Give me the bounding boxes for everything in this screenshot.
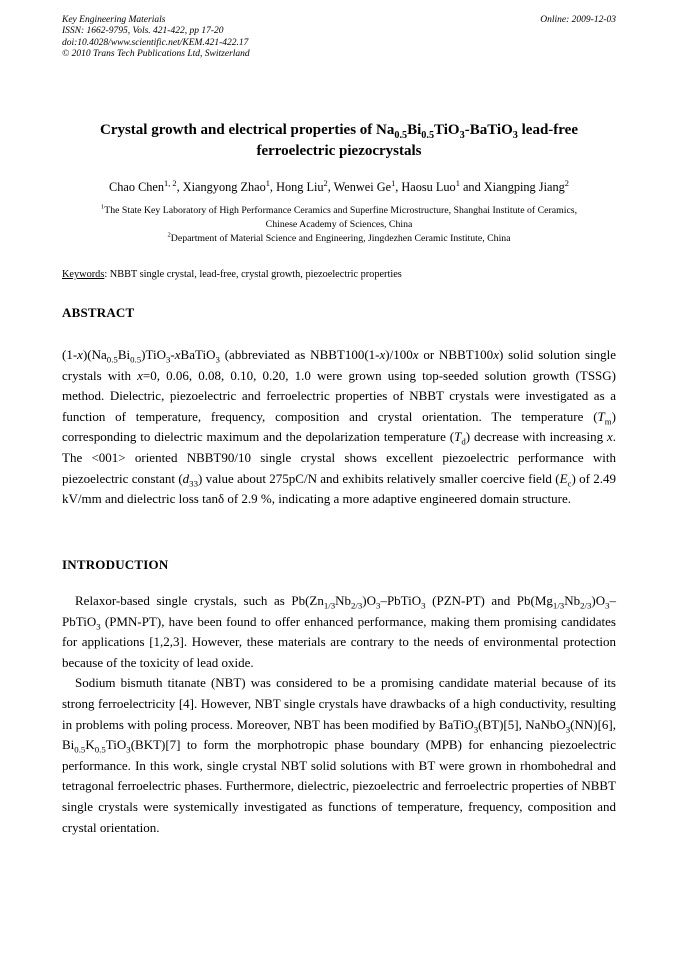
affiliation-1: $^1$The State Key Laboratory of High Performance Ceramics and Superfine Microstructure, Shanghai Institute of Ceramics, Chinese Academy of Sciences, China [100, 203, 578, 230]
journal-title: Key Engineering Materials [62, 15, 166, 25]
keywords-label: Keywords [62, 269, 105, 280]
authors-line: Chao Chen$^{1, 2}$, Xiangyong Zhao$^1$, Hong Liu$^2$, Wenwei Ge$^1$, Haosu Luo$^1$ and Xiangping Jiang$^2$ [109, 178, 569, 194]
introduction-heading: INTRODUCTION [62, 557, 169, 572]
abstract-heading: ABSTRACT [62, 305, 135, 320]
introduction-paragraph-2: Sodium bismuth titanate (NBT) was considered to be a promising candidate material because of its strong ferroelectricity [4]. However, NBT single crystals have drawbacks of a high conductivity, resulting in problems with poling process. Moreover, NBT has been modified by BaTiO$_3$(BT)[5], NaNbO$_3$(NN)[6], $Bi_{0.5}K_{0.5}TiO_3(BKT)[7]$ to form the morphotropic phase boundary (MPB) for enhancing piezoelectric performance. In this work, single crystal NBT solid solutions with BT were grown in rhombohedral and tetragonal ferroelectric phases. Furthermore, dielectric, piezoelectric and ferroelectric properties of NBBT single crystals were systemically investigated as functions of temperature, frequency, composition and crystal orientation. [62, 675, 616, 835]
journal-issn-line: ISSN: 1662-9795, Vols. 421-422, pp 17-20 [62, 26, 224, 37]
keywords-text: : NBBT single crystal, lead-free, crystal growth, piezoelectric properties [104, 269, 402, 280]
affiliations-block [84, 204, 594, 245]
abstract-body: $(1-x)(Na_{0.5}Bi_{0.5})TiO_3-xBaTiO_3$ (abbreviated as NBBT100(1-x)/100x or NBBT100x) solid solution single crystals with x=0, 0.06, 0.08, 0.10, 0.20, 1.0 were grown using top-seeded solution growth (TSSG) method. Dielectric, piezoelectric and ferroelectric properties of NBBT crystals were investigated as a function of temperature, frequency, composition and crystal orientation. The temperature $(T_m)$ corresponding to dielectric maximum and the depolarization temperature $(T_d)$ decrease with increasing x. The <001> oriented NBBT90/10 single crystal shows excellent piezoelectric performance with piezoelectric constant $(d_{33})$ value about 275pC/N and exhibits relatively smaller coercive field $(E_c)$ of 2.49 kV/mm and dielectric loss tanδ of 2.9 %, indicating a more adaptive engineered domain structure. [62, 347, 617, 507]
paper-title [62, 120, 616, 162]
page-header [62, 15, 616, 60]
affiliation-2: $^2$Department of Material Science and Engineering, Jingdezhen Ceramic Institute, China [167, 231, 511, 244]
introduction-paragraph-1: Relaxor-based single crystals, such as $Pb(Zn_{1/3}Nb_{2/3})O_3-PbTiO_3$ (PZN-PT) and $Pb(Mg_{1/3}Nb_{2/3})O_3-PbTiO_3$ (PMN-PT), have been found to offer enhanced performance, making them promising candidates for applications [1,2,3]. However, these materials are contrary to the needs of environmental protection because of the toxicity of lead oxide. [62, 593, 616, 670]
online-date: Online: 2009-12-03 [540, 15, 616, 25]
keywords-line [62, 268, 616, 282]
journal-info-block [62, 15, 250, 60]
paper-title-line-2: ferroelectric piezocrystals [256, 143, 422, 159]
journal-doi-line: doi:10.4028/www.scientific.net/KEM.421-422.17 [62, 37, 249, 48]
paper-title-line-1: Crystal growth and electrical properties of $Na_{0.5}Bi_{0.5}TiO_3-BaTiO_3$ lead-free [99, 122, 578, 141]
journal-copyright-line: © 2010 Trans Tech Publications Ltd, Switzerland [62, 48, 250, 59]
introduction-body [62, 591, 616, 838]
